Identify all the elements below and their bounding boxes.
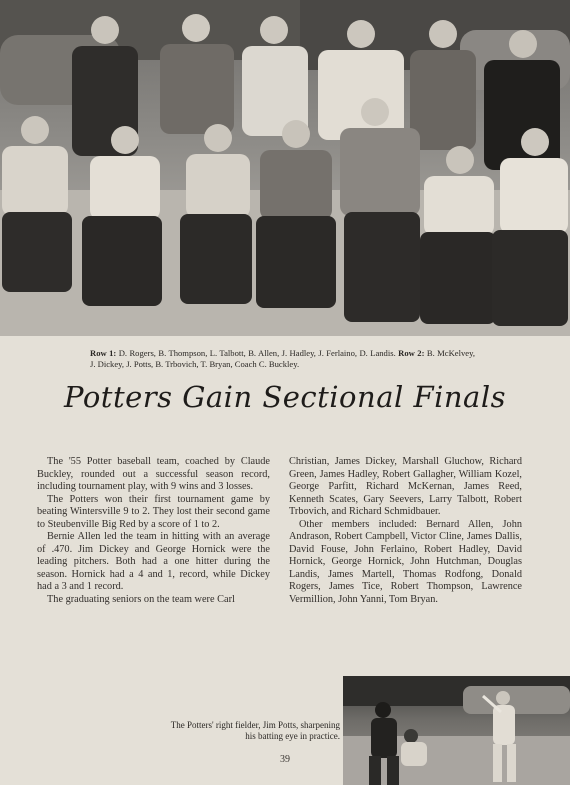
photo-caption bbox=[90, 348, 475, 369]
article-paragraph: Christian, James Dickey, Marshall Gluchow, Richard Green, James Hadley, Robert Gallagher, William Kozel, George Parfitt, Richard McKernan, James Reed, Kenneth Scates, Gary Seevers, Larry Talbott, Robert Trbovich, and Richard Schmidbauer. bbox=[289, 456, 522, 517]
page-headline: Potters Gain Sectional Finals bbox=[64, 380, 506, 414]
article-left-column bbox=[37, 456, 270, 606]
article-paragraph: Bernie Allen led the team in hitting with an average of .470. Jim Dickey and George Hornick were the leading pitchers. Both had a one hitter during the season. Hornick had a 4 and 1, record, while Dickey had a 3 and 1 record. bbox=[37, 531, 270, 592]
article-paragraph: The '55 Potter baseball team, coached by Claude Buckley, rounded out a successful season record, including tournament play, with 9 wins and 3 losses. bbox=[37, 456, 270, 492]
article-right-column bbox=[289, 456, 522, 606]
batting-photo-caption: The Potters' right fielder, Jim Potts, sharpening his batting eye in practice. bbox=[170, 720, 340, 741]
row1-names: D. Rogers, B. Thompson, L. Talbott, B. Allen, J. Hadley, J. Ferlaino, D. Landis. bbox=[118, 348, 396, 358]
team-group-photo bbox=[0, 0, 570, 336]
group-photo-icon bbox=[0, 0, 570, 336]
article-paragraph: Other members included: Bernard Allen, John Andrason, Robert Campbell, Victor Cline, James Dallis, David Fouse, John Ferlaino, Robert Hadley, David Hornick, George Hornick, John Hutchman, Douglas Landis, James Martell, Thomas Rodfong, Donald Rogers, James Tice, Robert Thompson, Lawrence Vermillion, John Yanni, Tom Bryan. bbox=[289, 518, 522, 605]
article-paragraph: The graduating seniors on the team were Carl bbox=[47, 593, 235, 605]
batting-practice-photo bbox=[343, 676, 570, 785]
row1-label: Row 1: bbox=[90, 348, 117, 358]
row2-names: B. McKelvey, J. Dickey, J. Potts, B. Trbovich, T. Bryan, Coach C. Buckley. bbox=[90, 348, 475, 369]
row2-label: Row 2: bbox=[398, 348, 425, 358]
article-paragraph: The Potters won their first tournament game by beating Wintersville 9 to 2. They lost their second game to Steubenville Big Red by a score of 1 to 2. bbox=[37, 493, 270, 530]
page-number: 39 bbox=[280, 754, 290, 765]
batting-practice-photo-icon bbox=[343, 676, 570, 785]
